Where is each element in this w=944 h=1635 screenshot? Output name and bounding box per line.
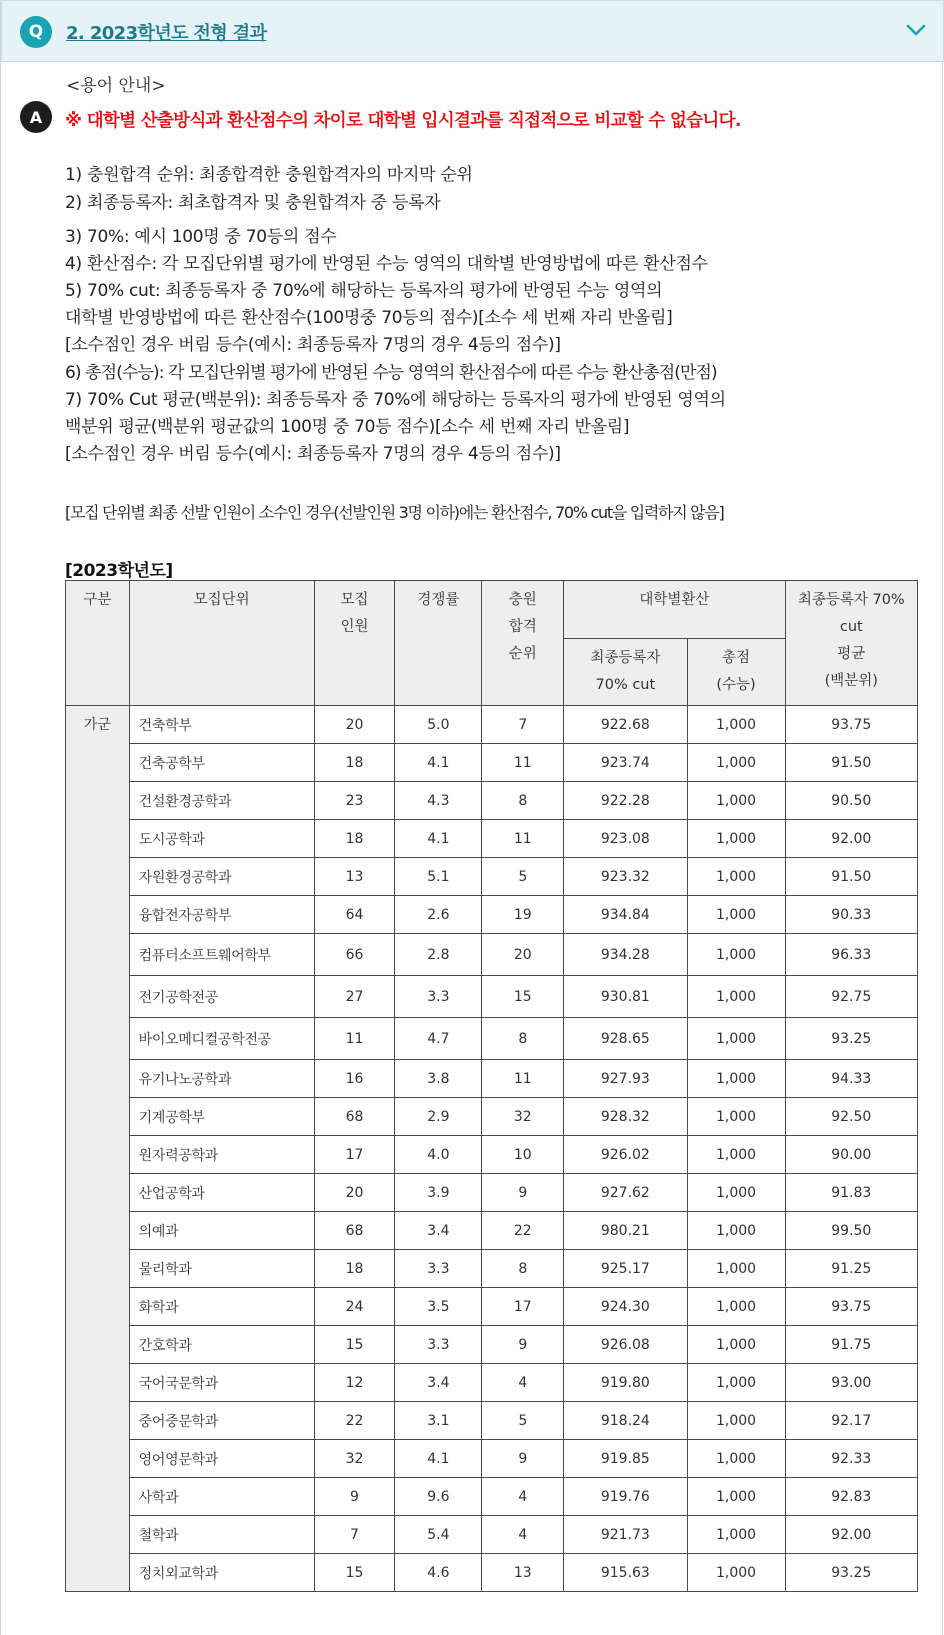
cell-percentile: 92.75	[785, 976, 917, 1018]
cell-dept: 물리학과	[129, 1250, 314, 1288]
cell-dept: 전기공학전공	[129, 976, 314, 1018]
cell-quota: 18	[314, 1250, 395, 1288]
cell-total: 1,000	[687, 820, 785, 858]
cell-rank: 8	[482, 782, 564, 820]
cell-rank: 11	[482, 820, 564, 858]
cell-rank: 11	[482, 1060, 564, 1098]
cell-rank: 9	[482, 1326, 564, 1364]
cell-quota: 68	[314, 1098, 395, 1136]
cell-total: 1,000	[687, 1402, 785, 1440]
cell-ratio: 3.4	[395, 1212, 482, 1250]
results-table	[65, 580, 918, 1592]
cell-group: 가군	[66, 706, 130, 1592]
header-cut: 최종등록자 70% cut	[564, 639, 687, 706]
cell-ratio: 4.1	[395, 820, 482, 858]
cell-ratio: 3.4	[395, 1364, 482, 1402]
cell-rank: 4	[482, 1516, 564, 1554]
cell-dept: 원자력공학과	[129, 1136, 314, 1174]
cell-total: 1,000	[687, 1478, 785, 1516]
answer-badge: A	[20, 101, 52, 133]
cell-cut: 928.32	[564, 1098, 687, 1136]
cell-quota: 27	[314, 976, 395, 1018]
cell-cut: 922.28	[564, 782, 687, 820]
cell-percentile: 92.00	[785, 1516, 917, 1554]
cell-ratio: 5.4	[395, 1516, 482, 1554]
cell-total: 1,000	[687, 1136, 785, 1174]
cell-cut: 928.65	[564, 1018, 687, 1060]
cell-ratio: 4.1	[395, 1440, 482, 1478]
cell-dept: 도시공학과	[129, 820, 314, 858]
cell-dept: 자원환경공학과	[129, 858, 314, 896]
cell-ratio: 2.8	[395, 934, 482, 976]
header-conversion: 대학별환산	[564, 581, 785, 639]
cell-rank: 10	[482, 1136, 564, 1174]
cell-rank: 32	[482, 1098, 564, 1136]
cell-cut: 980.21	[564, 1212, 687, 1250]
cell-cut: 930.81	[564, 976, 687, 1018]
selection-note: [모집 단위별 최종 선발 인원이 소수인 경우(선발인원 3명 이하)에는 환산점수, 70% cut을 입력하지 않음]	[65, 503, 724, 522]
cell-quota: 15	[314, 1326, 395, 1364]
chevron-down-icon[interactable]	[901, 15, 931, 45]
cell-percentile: 93.75	[785, 706, 917, 744]
cell-total: 1,000	[687, 1440, 785, 1478]
cell-ratio: 2.6	[395, 896, 482, 934]
cell-dept: 영어영문학과	[129, 1440, 314, 1478]
cell-cut: 918.24	[564, 1402, 687, 1440]
cell-total: 1,000	[687, 1250, 785, 1288]
cell-rank: 4	[482, 1478, 564, 1516]
cell-percentile: 92.00	[785, 820, 917, 858]
table-row	[66, 820, 918, 858]
cell-ratio: 2.9	[395, 1098, 482, 1136]
cell-dept: 융합전자공학부	[129, 896, 314, 934]
cell-ratio: 4.0	[395, 1136, 482, 1174]
table-row	[66, 1174, 918, 1212]
cell-quota: 20	[314, 706, 395, 744]
cell-dept: 컴퓨터소프트웨어학부	[129, 934, 314, 976]
cell-rank: 5	[482, 858, 564, 896]
cell-dept: 건축공학부	[129, 744, 314, 782]
cell-cut: 925.17	[564, 1250, 687, 1288]
table-row	[66, 1440, 918, 1478]
cell-dept: 기계공학부	[129, 1098, 314, 1136]
cell-percentile: 93.25	[785, 1554, 917, 1592]
cell-ratio: 3.3	[395, 1326, 482, 1364]
cell-total: 1,000	[687, 1288, 785, 1326]
cell-cut: 915.63	[564, 1554, 687, 1592]
table-row	[66, 744, 918, 782]
table-row	[66, 1288, 918, 1326]
table-row	[66, 782, 918, 820]
cell-cut: 922.68	[564, 706, 687, 744]
table-row	[66, 1516, 918, 1554]
cell-ratio: 3.3	[395, 1250, 482, 1288]
cell-total: 1,000	[687, 1554, 785, 1592]
header-quota: 모집 인원	[314, 581, 395, 706]
definition-5: 5) 70% cut: 최종등록자 중 70%에 해당하는 등록자의 평가에 반영된 수능 영역의	[65, 281, 663, 301]
cell-quota: 18	[314, 744, 395, 782]
cell-total: 1,000	[687, 858, 785, 896]
cell-percentile: 91.50	[785, 744, 917, 782]
definition-4: 4) 환산점수: 각 모집단위별 평가에 반영된 수능 영역의 대학별 반영방법에 따른 환산점수	[65, 254, 708, 274]
cell-ratio: 4.1	[395, 744, 482, 782]
question-title[interactable]: 2. 2023학년도 전형 결과	[66, 23, 267, 44]
table-row	[66, 1250, 918, 1288]
table-row	[66, 858, 918, 896]
table-row	[66, 1060, 918, 1098]
cell-total: 1,000	[687, 1364, 785, 1402]
cell-rank: 7	[482, 706, 564, 744]
cell-total: 1,000	[687, 896, 785, 934]
cell-dept: 산업공학과	[129, 1174, 314, 1212]
year-title: [2023학년도]	[65, 561, 173, 581]
cell-quota: 16	[314, 1060, 395, 1098]
cell-cut: 923.74	[564, 744, 687, 782]
table-row	[66, 1136, 918, 1174]
cell-cut: 923.32	[564, 858, 687, 896]
cell-ratio: 5.1	[395, 858, 482, 896]
cell-dept: 간호학과	[129, 1326, 314, 1364]
cell-percentile: 99.50	[785, 1212, 917, 1250]
cell-total: 1,000	[687, 1098, 785, 1136]
cell-dept: 정치외교학과	[129, 1554, 314, 1592]
cell-quota: 22	[314, 1402, 395, 1440]
cell-quota: 66	[314, 934, 395, 976]
cell-percentile: 93.00	[785, 1364, 917, 1402]
cell-ratio: 4.6	[395, 1554, 482, 1592]
cell-total: 1,000	[687, 976, 785, 1018]
cell-cut: 919.85	[564, 1440, 687, 1478]
table-row	[66, 896, 918, 934]
cell-rank: 19	[482, 896, 564, 934]
question-badge: Q	[20, 16, 52, 48]
cell-cut: 926.02	[564, 1136, 687, 1174]
cell-dept: 의예과	[129, 1212, 314, 1250]
cell-cut: 919.76	[564, 1478, 687, 1516]
header-group: 구분	[66, 581, 130, 706]
cell-ratio: 3.9	[395, 1174, 482, 1212]
warning-text: ※ 대학별 산출방식과 환산점수의 차이로 대학별 입시결과를 직접적으로 비교할 수 없습니다.	[65, 111, 741, 131]
guide-title: <용어 안내>	[66, 76, 166, 96]
cell-quota: 20	[314, 1174, 395, 1212]
cell-ratio: 4.7	[395, 1018, 482, 1060]
cell-total: 1,000	[687, 706, 785, 744]
cell-percentile: 92.50	[785, 1098, 917, 1136]
table-row	[66, 1212, 918, 1250]
cell-quota: 12	[314, 1364, 395, 1402]
cell-cut: 919.80	[564, 1364, 687, 1402]
cell-ratio: 3.1	[395, 1402, 482, 1440]
cell-rank: 20	[482, 934, 564, 976]
definition-3: 3) 70%: 예시 100명 중 70등의 점수	[65, 227, 337, 247]
cell-dept: 건설환경공학과	[129, 782, 314, 820]
cell-rank: 11	[482, 744, 564, 782]
cell-dept: 바이오메디컬공학전공	[129, 1018, 314, 1060]
cell-ratio: 3.3	[395, 976, 482, 1018]
definition-6: 6) 총점(수능): 각 모집단위별 평가에 반영된 수능 영역의 환산점수에 따른 수능 환산총점(만점)	[65, 363, 717, 383]
definition-1: 1) 충원합격 순위: 최종합격한 충원합격자의 마지막 순위	[65, 165, 473, 185]
cell-quota: 23	[314, 782, 395, 820]
cell-rank: 8	[482, 1018, 564, 1060]
cell-cut: 927.62	[564, 1174, 687, 1212]
cell-rank: 22	[482, 1212, 564, 1250]
table-row	[66, 1098, 918, 1136]
table-row	[66, 1478, 918, 1516]
table-row	[66, 976, 918, 1018]
cell-percentile: 93.75	[785, 1288, 917, 1326]
cell-rank: 15	[482, 976, 564, 1018]
cell-quota: 18	[314, 820, 395, 858]
cell-percentile: 91.50	[785, 858, 917, 896]
table-row	[66, 1364, 918, 1402]
cell-rank: 8	[482, 1250, 564, 1288]
cell-quota: 68	[314, 1212, 395, 1250]
cell-cut: 934.84	[564, 896, 687, 934]
cell-total: 1,000	[687, 1212, 785, 1250]
cell-total: 1,000	[687, 1516, 785, 1554]
definition-5-cont: 대학별 반영방법에 따른 환산점수(100명중 70등의 점수)[소수 세 번째 자리 반올림]	[65, 308, 673, 328]
cell-percentile: 94.33	[785, 1060, 917, 1098]
cell-dept: 철학과	[129, 1516, 314, 1554]
cell-total: 1,000	[687, 744, 785, 782]
table-row	[66, 1326, 918, 1364]
header-dept: 모집단위	[129, 581, 314, 706]
definition-2: 2) 최종등록자: 최초합격자 및 충원합격자 중 등록자	[65, 193, 441, 213]
cell-rank: 13	[482, 1554, 564, 1592]
cell-total: 1,000	[687, 1326, 785, 1364]
cell-percentile: 91.75	[785, 1326, 917, 1364]
cell-total: 1,000	[687, 934, 785, 976]
cell-total: 1,000	[687, 782, 785, 820]
question-header[interactable]	[1, 0, 944, 62]
cell-cut: 934.28	[564, 934, 687, 976]
header-total: 총점 (수능)	[687, 639, 785, 706]
cell-rank: 9	[482, 1174, 564, 1212]
cell-dept: 중어중문학과	[129, 1402, 314, 1440]
cell-percentile: 92.83	[785, 1478, 917, 1516]
cell-dept: 유기나노공학과	[129, 1060, 314, 1098]
cell-quota: 32	[314, 1440, 395, 1478]
cell-percentile: 90.33	[785, 896, 917, 934]
cell-cut: 926.08	[564, 1326, 687, 1364]
table-row	[66, 1402, 918, 1440]
cell-rank: 4	[482, 1364, 564, 1402]
cell-cut: 927.93	[564, 1060, 687, 1098]
definition-7-note: [소수점인 경우 버림 등수(예시: 최종등록자 7명의 경우 4등의 점수)]	[65, 444, 561, 464]
header-rank: 충원 합격 순위	[482, 581, 564, 706]
cell-quota: 24	[314, 1288, 395, 1326]
definition-7: 7) 70% Cut 평균(백분위): 최종등록자 중 70%에 해당하는 등록자의 평가에 반영된 영역의	[65, 390, 726, 410]
cell-cut: 924.30	[564, 1288, 687, 1326]
cell-ratio: 9.6	[395, 1478, 482, 1516]
cell-percentile: 93.25	[785, 1018, 917, 1060]
cell-percentile: 96.33	[785, 934, 917, 976]
cell-rank: 5	[482, 1402, 564, 1440]
cell-dept: 건축학부	[129, 706, 314, 744]
cell-rank: 17	[482, 1288, 564, 1326]
cell-percentile: 91.25	[785, 1250, 917, 1288]
cell-total: 1,000	[687, 1174, 785, 1212]
cell-quota: 64	[314, 896, 395, 934]
cell-quota: 13	[314, 858, 395, 896]
cell-ratio: 3.8	[395, 1060, 482, 1098]
cell-percentile: 90.00	[785, 1136, 917, 1174]
table-row	[66, 1018, 918, 1060]
cell-quota: 15	[314, 1554, 395, 1592]
cell-quota: 7	[314, 1516, 395, 1554]
table-row	[66, 934, 918, 976]
cell-rank: 9	[482, 1440, 564, 1478]
table-row	[66, 706, 918, 744]
header-percentile: 최종등록자 70% cut 평균 (백분위)	[785, 581, 917, 706]
definition-7-cont: 백분위 평균(백분위 평균값의 100명 중 70등 점수)[소수 세 번째 자리 반올림]	[65, 417, 630, 437]
header-ratio: 경쟁률	[395, 581, 482, 706]
cell-percentile: 92.33	[785, 1440, 917, 1478]
cell-total: 1,000	[687, 1060, 785, 1098]
definition-5-note: [소수점인 경우 버림 등수(예시: 최종등록자 7명의 경우 4등의 점수)]	[65, 335, 561, 355]
table-row	[66, 1554, 918, 1592]
cell-dept: 국어국문학과	[129, 1364, 314, 1402]
cell-ratio: 4.3	[395, 782, 482, 820]
cell-ratio: 5.0	[395, 706, 482, 744]
cell-cut: 923.08	[564, 820, 687, 858]
cell-cut: 921.73	[564, 1516, 687, 1554]
cell-total: 1,000	[687, 1018, 785, 1060]
cell-ratio: 3.5	[395, 1288, 482, 1326]
cell-quota: 9	[314, 1478, 395, 1516]
cell-dept: 사학과	[129, 1478, 314, 1516]
cell-percentile: 90.50	[785, 782, 917, 820]
table-body	[66, 706, 918, 1592]
cell-quota: 11	[314, 1018, 395, 1060]
cell-percentile: 92.17	[785, 1402, 917, 1440]
cell-quota: 17	[314, 1136, 395, 1174]
cell-percentile: 91.83	[785, 1174, 917, 1212]
cell-dept: 화학과	[129, 1288, 314, 1326]
